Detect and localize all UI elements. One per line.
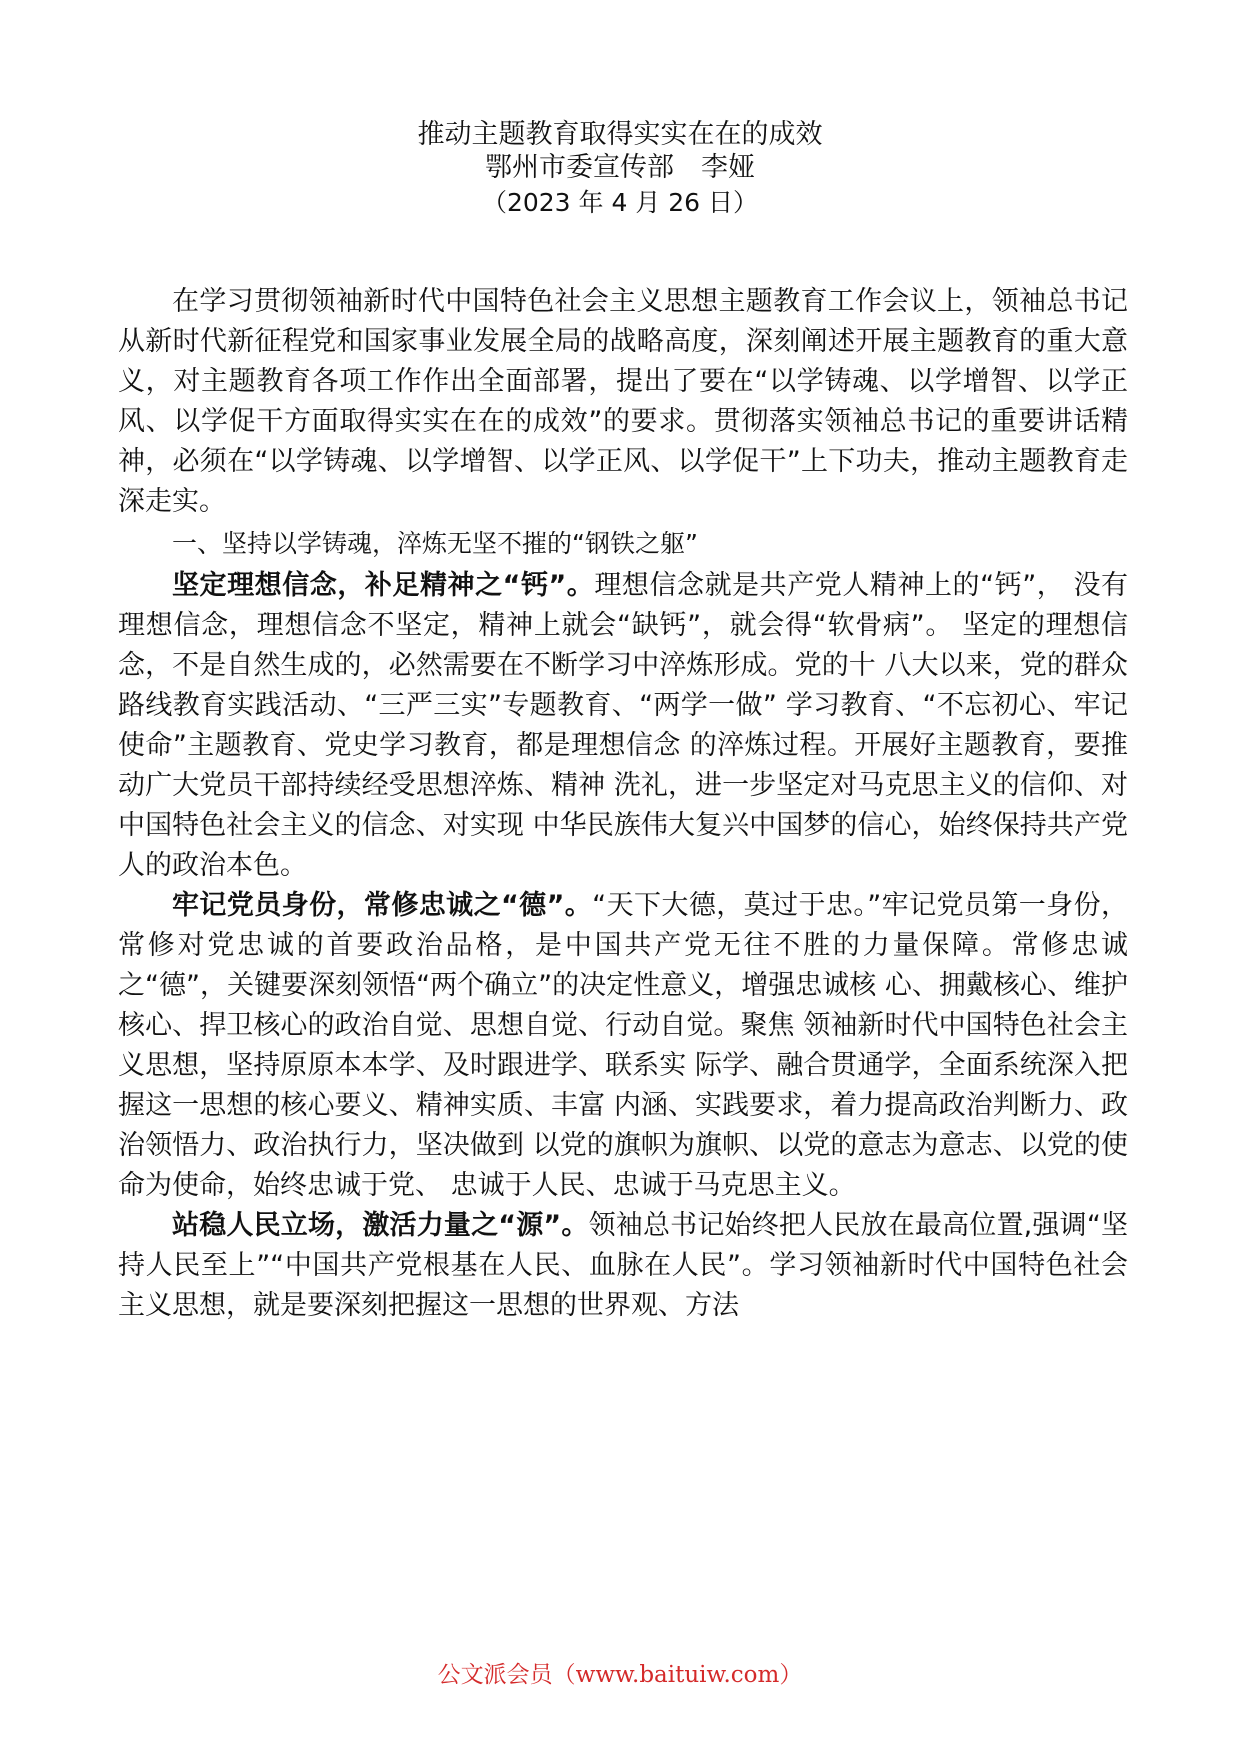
paragraph-people: [118, 1206, 1128, 1326]
paragraph-people-lead: 站稳人民立场，激活力量之“源”。: [172, 1210, 589, 1241]
author-line: 鄂州市委宣传部 李娅: [485, 152, 755, 183]
paragraph-ideals: [118, 566, 1128, 886]
paragraph-people-text: 领袖总书记始终把人民放在最高位置,强调“坚持人民至上”“中国共产党根基在人民、血脉在人民”。学习领袖新时代中国特色社会主义思想，就是要深刻把握这一思想的世界观、方法: [118, 1210, 1128, 1321]
document-body: [118, 282, 1128, 1326]
paragraph-loyalty-lead: 牢记党员身份，常修忠诚之“德”。: [172, 890, 593, 921]
paragraph-loyalty-text: “天下大德，莫过于忠。”牢记党员第一身份，常修对党忠诚的首要政治品格，是中国共产党无往不胜的力量保障。常修忠诚之“德”，关键要深刻领悟“两个确立”的决定性意义，增强忠诚核 心、拥戴核心、维护核心、捍卫核心的政治自觉、思想自觉、行动自觉。聚焦 领袖新时代中国特色社会主义思想，坚持原原本本学、及时跟进学、联系实 际学、融合贯通学，全面系统深入把握这一思想的核心要义、精神实质、丰富 内涵、实践要求，着力提高政治判断力、政治领悟力、政治执行力，坚决做到 以党的旗帜为旗帜、以党的意志为意志、以党的使命为使命，始终忠诚于党、 忠诚于人民、忠诚于马克思主义。: [118, 890, 1128, 1201]
section-heading-1: 一、坚持以学铸魂，淬炼无坚不摧的“钢铁之躯”: [172, 529, 698, 558]
intro-paragraph: 在学习贯彻领袖新时代中国特色社会主义思想主题教育工作会议上，领袖总书记从新时代新征程党和国家事业发展全局的战略高度，深刻阐述开展主题教育的重大意义，对主题教育各项工作作出全面部署，提出了要在“以学铸魂、以学增智、以学正风、以学促干方面取得实实在在的成效”的要求。贯彻落实领袖总书记的重要讲话精神，必须在“以学铸魂、以学增智、以学正风、以学促干”上下功夫，推动主题教育走深走实。: [118, 286, 1128, 517]
paragraph-ideals-lead: 坚定理想信念，补足精神之“钙”。: [172, 570, 595, 601]
footer-watermark: 公文派会员（www.baituiw.com）: [437, 1662, 803, 1688]
paragraph-loyalty: [118, 886, 1128, 1206]
document-header: [0, 118, 1240, 220]
document-title: 推动主题教育取得实实在在的成效: [417, 119, 823, 150]
document-date: （2023 年 4 月 26 日）: [481, 188, 759, 217]
paragraph-ideals-text: 理想信念就是共产党人精神上的“钙”， 没有理想信念，理想信念不坚定，精神上就会“缺钙”，就会得“软骨病”。 坚定的理想信念，不是自然生成的，必然需要在不断学习中淬炼形成。党的十 八大以来，党的群众路线教育实践活动、“三严三实”专题教育、“两学一做” 学习教育、“不忘初心、牢记使命”主题教育、党史学习教育，都是理想信念 的淬炼过程。开展好主题教育，要推动广大党员干部持续经受思想淬炼、精神 洗礼，进一步坚定对马克思主义的信仰、对中国特色社会主义的信念、对实现 中华民族伟大复兴中国梦的信心，始终保持共产党人的政治本色。: [118, 570, 1128, 881]
